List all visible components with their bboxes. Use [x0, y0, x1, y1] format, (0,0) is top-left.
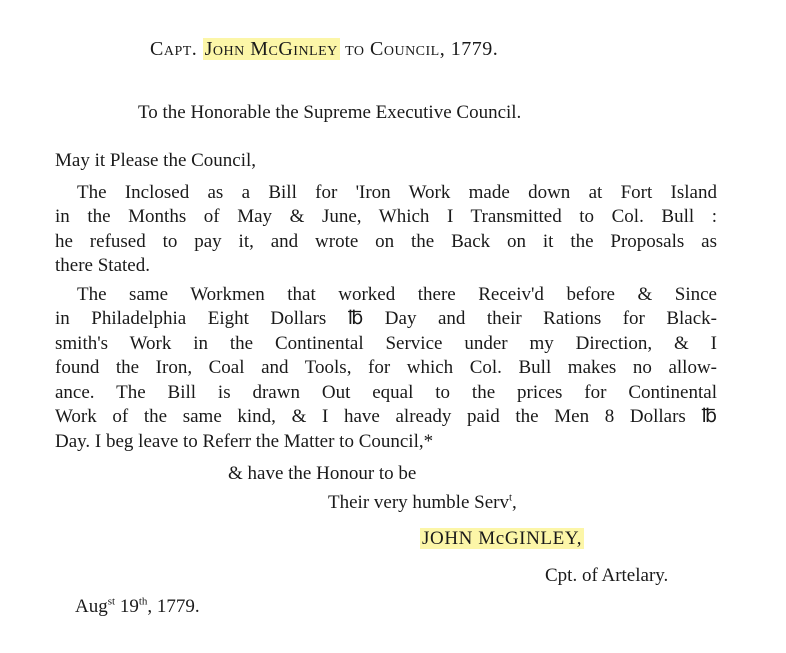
closing-line-1: & have the Honour to be	[228, 463, 417, 484]
paragraph-line: The same Workmen that worked there Receiv'd before & Since	[77, 284, 717, 305]
closing-comma: ,	[512, 492, 517, 513]
signature-name: JOHN McGINLEY,	[422, 528, 583, 549]
paragraph-line: there Stated.	[55, 255, 150, 276]
paragraph-line: smith's Work in the Continental Service under my Direction, & I	[55, 333, 717, 354]
paragraph-line: in the Months of May & June, Which I Transmitted to Col. Bull :	[55, 206, 717, 227]
paragraph-line: Work of the same kind, & I have already paid the Men 8 Dollars ℔	[55, 406, 717, 427]
paragraph-line: Day. I beg leave to Referr the Matter to Council,*	[55, 431, 434, 452]
paragraph-line: ance. The Bill is drawn Out equal to the prices for Continental	[55, 382, 717, 403]
closing-superscript: t	[508, 491, 513, 504]
signer-title: Cpt. of Artelary.	[545, 565, 669, 586]
date-day: 19	[115, 596, 139, 617]
date-month-sup: st	[107, 595, 116, 608]
letter-heading	[150, 38, 498, 60]
heading-suffix: to Council, 1779.	[345, 38, 499, 60]
address-line: To the Honorable the Supreme Executive Council.	[138, 102, 522, 123]
date-month: Aug	[75, 596, 108, 617]
heading-prefix: Capt.	[150, 38, 198, 60]
paragraph-line: in Philadelphia Eight Dollars ℔ Day and their Rations for Black-	[55, 308, 717, 329]
salutation: May it Please the Council,	[55, 150, 257, 171]
paragraph-line: found the Iron, Coal and Tools, for which Col. Bull makes no allow-	[55, 357, 717, 378]
signature	[420, 528, 584, 550]
closing-line-2	[328, 492, 517, 514]
paragraph-line: The Inclosed as a Bill for 'Iron Work made down at Fort Island	[77, 182, 717, 203]
paragraph-line: he refused to pay it, and wrote on the Back on it the Proposals as	[55, 231, 717, 252]
date-day-sup: th	[138, 595, 148, 608]
heading-name: John McGinley	[204, 38, 338, 60]
closing-text: Their very humble Serv	[328, 492, 509, 513]
letter-date	[75, 596, 200, 618]
date-year: , 1779.	[147, 596, 200, 617]
